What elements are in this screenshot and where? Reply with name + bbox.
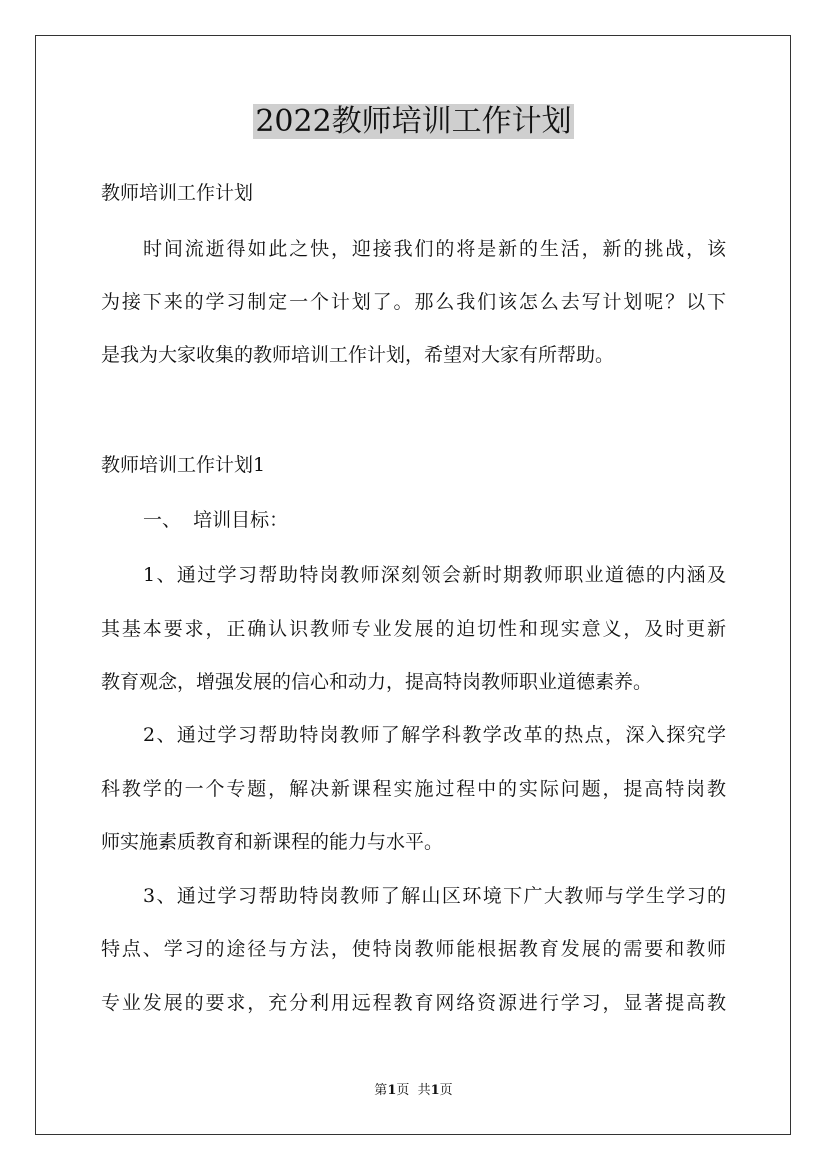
goal2-line-2: 科教学的一个专题，解决新课程实施过程中的实际问题，提高特岗教	[101, 778, 726, 800]
footer-page-number: 1	[387, 1083, 397, 1098]
intro-line-3: 是我为大家收集的教师培训工作计划，希望对大家有所帮助。	[101, 344, 615, 366]
goal3-line-2: 特点、学习的途径与方法，使特岗教师能根据教育发展的需要和教师	[101, 938, 726, 960]
goal1-line-1: 1、通过学习帮助特岗教师深刻领会新时期教师职业道德的内涵及	[143, 564, 726, 586]
document-title: 2022教师培训工作计划	[255, 104, 572, 139]
footer-page-mid: 页 共	[396, 1083, 431, 1098]
subsection-heading: 一、 培训目标：	[143, 509, 289, 531]
footer-page-suffix: 页	[439, 1083, 453, 1098]
goal1-line-2: 其基本要求，正确认识教师专业发展的迫切性和现实意义，及时更新	[101, 618, 726, 640]
goal2-line-3: 师实施素质教育和新课程的能力与水平。	[101, 831, 444, 853]
document-subtitle: 教师培训工作计划	[101, 182, 254, 204]
intro-line-1: 时间流逝得如此之快，迎接我们的将是新的生活，新的挑战，该	[143, 238, 726, 260]
section-heading: 教师培训工作计划1	[101, 454, 266, 476]
goal3-line-1: 3、通过学习帮助特岗教师了解山区环境下广大教师与学生学习的	[143, 885, 726, 907]
goal2-line-1: 2、通过学习帮助特岗教师了解学科教学改革的热点，深入探究学	[143, 724, 726, 746]
goal1-line-3: 教育观念，增强发展的信心和动力，提高特岗教师职业道德素养。	[101, 671, 653, 693]
footer-page-total: 1	[430, 1083, 440, 1098]
goal3-line-3: 专业发展的要求，充分利用远程教育网络资源进行学习，显著提高教	[101, 992, 726, 1014]
page-footer	[0, 1082, 827, 1100]
footer-page-prefix: 第	[374, 1083, 388, 1098]
intro-line-2: 为接下来的学习制定一个计划了。那么我们该怎么去写计划呢？以下	[101, 291, 726, 313]
